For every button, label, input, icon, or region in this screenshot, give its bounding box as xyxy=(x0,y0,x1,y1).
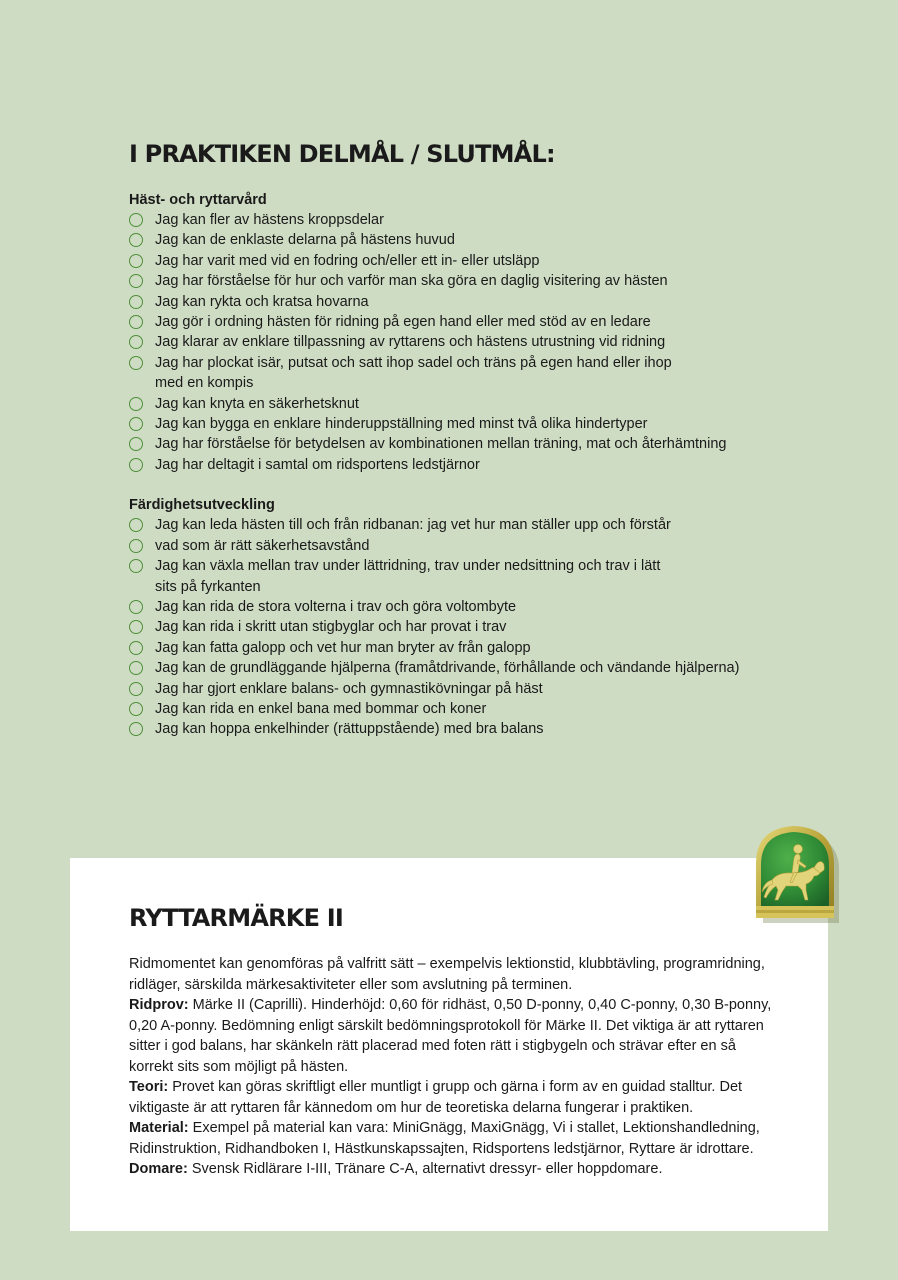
checklist-item-text: Jag kan knyta en säkerhetsknut xyxy=(155,395,359,412)
checklist-item xyxy=(129,556,829,597)
checklist-item xyxy=(129,353,829,394)
box-body xyxy=(129,954,779,1180)
checklist-item-text: Jag kan rida en enkel bana med bommar och koner xyxy=(155,700,487,717)
domare-text: Svensk Ridlärare I-III, Tränare C-A, alternativt dressyr- eller hoppdomare. xyxy=(187,1161,663,1177)
checklist-item xyxy=(129,617,829,637)
intro-paragraph: Ridmomentet kan genomföras på valfritt sätt – exempelvis lektionstid, klubbtävling, programridning, ridläger, särskilda märkesaktiviteter eller som avslutning på terminen. xyxy=(129,956,765,993)
teori-text: Provet kan göras skriftligt eller muntligt i grupp och gärna i form av en guidad stalltur. Det viktigaste är att ryttaren får kännedom om hur de teoretiska delarna fungerar i praktiken. xyxy=(129,1079,743,1116)
material-paragraph xyxy=(129,1118,779,1159)
checkbox-circle-icon xyxy=(129,356,143,370)
checklist-item-text: Jag kan hoppa enkelhinder (rättuppstående) med bra balans xyxy=(155,721,544,738)
checkbox-circle-icon xyxy=(129,233,143,247)
checklist-item xyxy=(129,679,829,699)
ridprov-paragraph xyxy=(129,995,779,1077)
ryttarmarke-info-box xyxy=(70,858,828,1231)
checklist-item-text: Jag har gjort enklare balans- och gymnastikövningar på häst xyxy=(155,680,543,697)
checklist-item xyxy=(129,210,829,230)
ridprov-text: Märke II (Caprilli). Hinderhöjd: 0,60 för ridhäst, 0,50 D-ponny, 0,40 C-ponny, 0,30 B-ponny, 0,20 A-ponny. Bedömning enligt särskilt bedömningsprotokoll för Märke II. Det viktiga är att ryttaren sitter i god balans, har skänkeln rätt placerad med foten rätt i stigbygeln och strävar efter en så korrekt sits som möjligt på hästen. xyxy=(129,997,772,1075)
checklist-item xyxy=(129,312,829,332)
checklist-item-text: Jag kan de enklaste delarna på hästens huvud xyxy=(155,232,455,249)
checkbox-circle-icon xyxy=(129,661,143,675)
material-label: Material: xyxy=(129,1120,189,1136)
checkbox-circle-icon xyxy=(129,417,143,431)
page-title: I PRAKTIKEN DELMÅL / SLUTMÅL: xyxy=(129,140,555,168)
checklist-item xyxy=(129,719,829,739)
box-title: RYTTARMÄRKE II xyxy=(129,904,343,932)
checklist-item xyxy=(129,434,829,454)
domare-label: Domare: xyxy=(129,1161,188,1177)
checklist-care xyxy=(129,210,829,475)
checkbox-circle-icon xyxy=(129,722,143,736)
checklist-item xyxy=(129,455,829,475)
checkbox-circle-icon xyxy=(129,518,143,532)
material-text: Exempel på material kan vara: MiniGnägg, MaxiGnägg, Vi i stallet, Lektionshandledning, Ridinstruktion, Ridhandboken I, Hästkunskapssajten, Ridsportens ledstjärnor, Ryttare är idrottare. xyxy=(129,1120,760,1157)
checkbox-circle-icon xyxy=(129,641,143,655)
section-heading-care: Häst- och ryttarvård xyxy=(129,192,267,208)
checklist-item-text: Jag kan fatta galopp och vet hur man bryter av från galopp xyxy=(155,639,531,656)
checkbox-circle-icon xyxy=(129,315,143,329)
checklist-item-text: Jag kan leda hästen till och från ridbanan: jag vet hur man ställer upp och förstår xyxy=(155,517,671,534)
checklist-item-text: Jag kan växla mellan trav under lättridning, trav under nedsittning och trav i lätt sits på fyrkanten xyxy=(155,558,661,595)
checkbox-circle-icon xyxy=(129,397,143,411)
checklist-item-text: Jag har varit med vid en fodring och/eller ett in- eller utsläpp xyxy=(155,252,540,269)
checklist-item xyxy=(129,394,829,414)
checklist-item-text: Jag klarar av enklare tillpassning av ryttarens och hästens utrustning vid ridning xyxy=(155,334,666,351)
checkbox-circle-icon xyxy=(129,682,143,696)
checkbox-circle-icon xyxy=(129,335,143,349)
checklist-item xyxy=(129,515,829,535)
checklist-item-text: Jag har förståelse för hur och varför man ska göra en daglig visitering av hästen xyxy=(155,273,668,290)
checklist-item-text: Jag kan de grundläggande hjälperna (framåtdrivande, förhållande och vändande hjälperna) xyxy=(155,660,740,677)
checklist-item xyxy=(129,271,829,291)
checklist-item xyxy=(129,292,829,312)
checklist-item xyxy=(129,597,829,617)
teori-label: Teori: xyxy=(129,1079,169,1095)
checklist-item-text: Jag har deltagit i samtal om ridsportens ledstjärnor xyxy=(155,456,480,473)
checkbox-circle-icon xyxy=(129,437,143,451)
checkbox-circle-icon xyxy=(129,620,143,634)
checklist-item xyxy=(129,414,829,434)
checklist-item-text: vad som är rätt säkerhetsavstånd xyxy=(155,537,370,554)
checklist-item xyxy=(129,251,829,271)
rider-badge-icon xyxy=(748,824,842,924)
checklist-item xyxy=(129,332,829,352)
checklist-item-text: Jag gör i ordning hästen för ridning på egen hand eller med stöd av en ledare xyxy=(155,314,651,331)
checkbox-circle-icon xyxy=(129,295,143,309)
checklist-item-text: Jag kan rykta och kratsa hovarna xyxy=(155,293,369,310)
checklist-item xyxy=(129,536,829,556)
checklist-item-text: Jag kan bygga en enklare hinderuppställning med minst två olika hindertyper xyxy=(155,416,648,433)
checklist-item xyxy=(129,699,829,719)
checklist-item xyxy=(129,658,829,678)
checkbox-circle-icon xyxy=(129,213,143,227)
domare-paragraph xyxy=(129,1159,779,1180)
checklist-item-text: Jag kan rida i skritt utan stigbyglar och har provat i trav xyxy=(155,619,507,636)
checklist-item-text: Jag kan rida de stora volterna i trav och göra voltombyte xyxy=(155,598,517,615)
section-heading-skills: Färdighetsutveckling xyxy=(129,497,275,514)
checklist-item xyxy=(129,638,829,658)
practice-section xyxy=(129,138,829,740)
checklist-item-text: Jag har plockat isär, putsat och satt ihop sadel och träns på egen hand eller ihop med en kompis xyxy=(155,354,672,392)
checkbox-circle-icon xyxy=(129,539,143,553)
checklist-item xyxy=(129,230,829,250)
teori-paragraph xyxy=(129,1077,779,1118)
ridprov-label: Ridprov: xyxy=(129,997,189,1013)
checkbox-circle-icon xyxy=(129,274,143,288)
checklist-skills xyxy=(129,515,829,739)
checkbox-circle-icon xyxy=(129,254,143,268)
checkbox-circle-icon xyxy=(129,600,143,614)
checkbox-circle-icon xyxy=(129,702,143,716)
checklist-item-text: Jag kan fler av hästens kroppsdelar xyxy=(155,212,384,228)
checklist-item-text: Jag har förståelse för betydelsen av kombinationen mellan träning, mat och återhämtning xyxy=(155,436,727,453)
checkbox-circle-icon xyxy=(129,559,143,573)
checkbox-circle-icon xyxy=(129,458,143,472)
